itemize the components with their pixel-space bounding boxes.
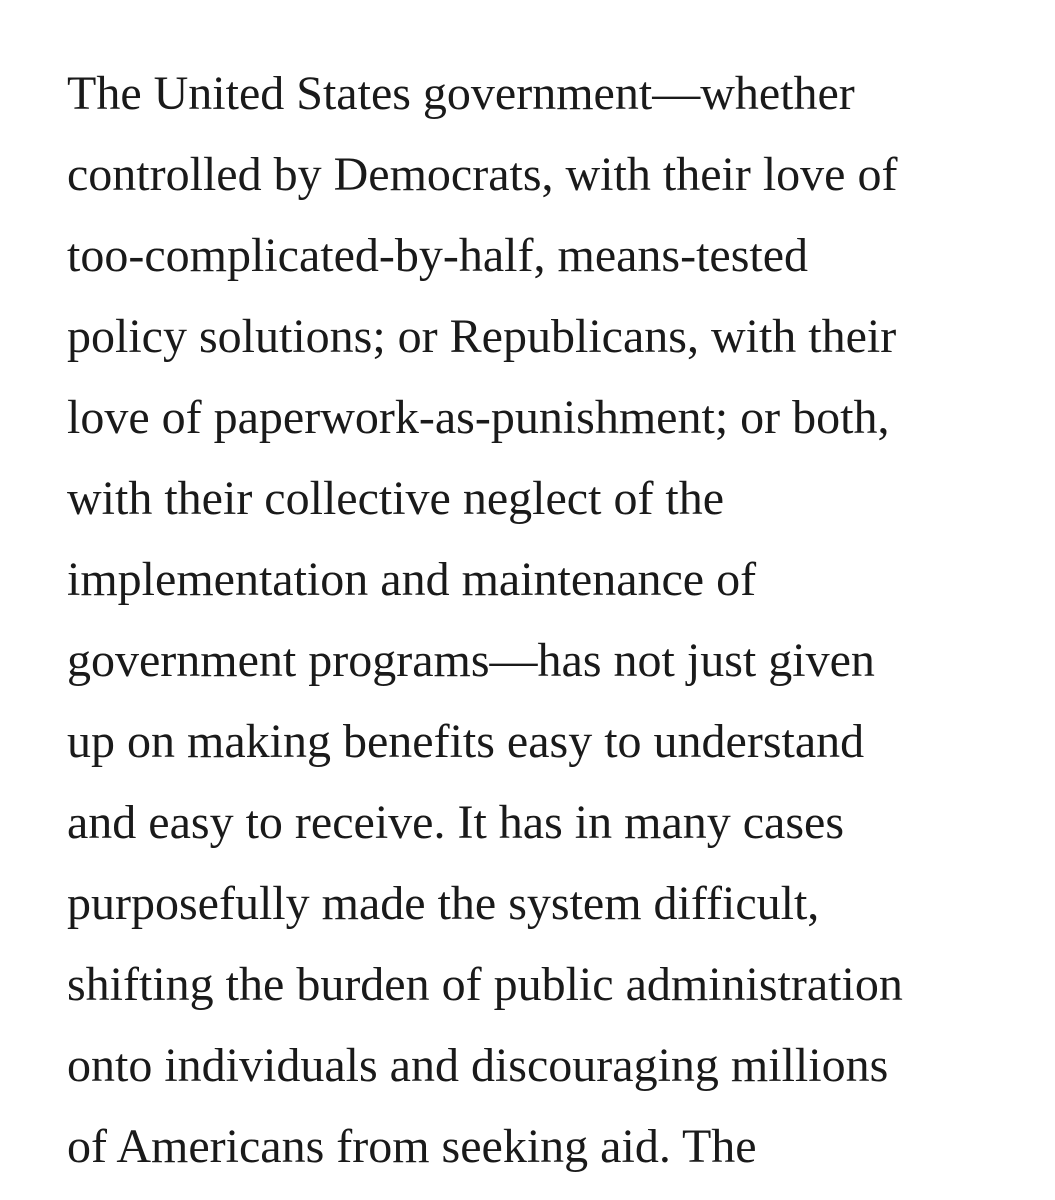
article-body — [67, 53, 1047, 1187]
text-line: The United States government—whether — [67, 67, 855, 120]
text-line: purposefully made the system difficult, — [67, 877, 820, 930]
text-line: government programs—has not just given — [67, 634, 875, 687]
text-line: of Americans from seeking aid. The — [67, 1120, 757, 1173]
text-line: policy solutions; or Republicans, with their — [67, 310, 897, 363]
text-line: and easy to receive. It has in many cases — [67, 796, 845, 849]
text-line: up on making benefits easy to understand — [67, 715, 865, 768]
text-line: implementation and maintenance of — [67, 553, 757, 606]
text-line: shifting the burden of public administration — [67, 958, 903, 1011]
text-line: love of paperwork-as-punishment; or both, — [67, 391, 890, 444]
text-line: too-complicated-by-half, means-tested — [67, 229, 809, 282]
text-line: onto individuals and discouraging millions — [67, 1039, 889, 1092]
text-line: with their collective neglect of the — [67, 472, 725, 525]
text-line: controlled by Democrats, with their love of — [67, 148, 898, 201]
